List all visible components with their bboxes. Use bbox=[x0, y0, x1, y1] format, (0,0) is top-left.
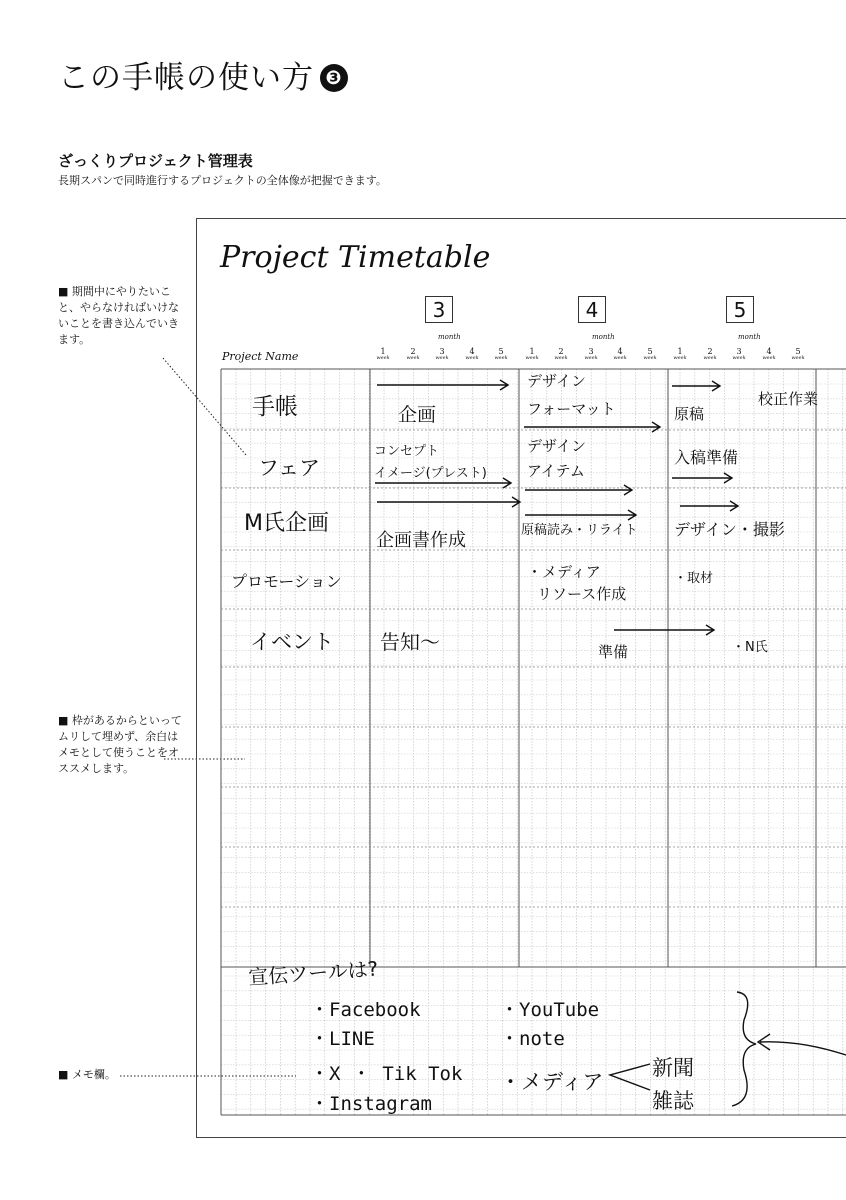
week-number: 3 week bbox=[584, 347, 598, 361]
entry-shuzai: ・取材 bbox=[674, 571, 714, 586]
project-name-label: Project Name bbox=[222, 350, 299, 363]
entry-item: アイテム bbox=[527, 462, 585, 480]
entry-design-satsuei: デザイン・撮影 bbox=[674, 520, 785, 539]
project-name-techo: 手帳 bbox=[252, 394, 298, 420]
memo-title: 宣伝ツールは? bbox=[247, 956, 380, 990]
timetable-heading: Project Timetable bbox=[220, 240, 491, 275]
memo-note: ・note bbox=[500, 1028, 565, 1050]
memo-x-tiktok: ・X ・ Tik Tok bbox=[310, 1063, 463, 1085]
project-name-promotion: プロモーション bbox=[231, 572, 342, 591]
page-title-text: この手帳の使い方 bbox=[58, 60, 314, 96]
month-5-label: month bbox=[738, 333, 761, 341]
month-5-box: 5 bbox=[726, 296, 754, 323]
week-number: 2 week bbox=[406, 347, 420, 361]
entry-media: ・メディア bbox=[527, 563, 601, 581]
week-number: 2 week bbox=[554, 347, 568, 361]
week-number: 5 week bbox=[643, 347, 657, 361]
month-4-label: month bbox=[592, 333, 615, 341]
week-number: 3 week bbox=[732, 347, 746, 361]
entry-junbi: 準備 bbox=[598, 643, 629, 661]
memo-line: ・LINE bbox=[310, 1028, 375, 1050]
entry-kosei: 校正作業 bbox=[758, 390, 819, 408]
project-name-event: イベント bbox=[250, 630, 334, 654]
step-number-badge: ❸ bbox=[320, 64, 348, 92]
week-number: 4 week bbox=[613, 347, 627, 361]
week-number: 1 week bbox=[376, 347, 390, 361]
entry-kikakusho: 企画書作成 bbox=[376, 530, 466, 551]
entry-concept: コンセプト bbox=[374, 444, 440, 459]
month-3-label: month bbox=[438, 333, 461, 341]
entry-genko-yomi: 原稿読み・リライト bbox=[521, 523, 638, 538]
entry-genko: 原稿 bbox=[674, 405, 705, 423]
memo-youtube: ・YouTube bbox=[500, 999, 600, 1021]
week-number: 1 week bbox=[673, 347, 687, 361]
week-number: 2 week bbox=[703, 347, 717, 361]
week-number: 5 week bbox=[494, 347, 508, 361]
month-3-box: 3 bbox=[425, 296, 453, 323]
annotation-memo: ■ メモ欄。 bbox=[58, 1068, 116, 1081]
week-number: 4 week bbox=[465, 347, 479, 361]
memo-media: ・メディア bbox=[500, 1070, 604, 1094]
month-4-box: 4 bbox=[578, 296, 606, 323]
annotation-margins: ■ 枠があるからといってムリして埋めず、余白はメモとして使うことをオススメします。 bbox=[58, 714, 182, 775]
week-number: 3 week bbox=[435, 347, 449, 361]
entry-kokuchi: 告知〜 bbox=[380, 630, 440, 654]
week-number: 5 week bbox=[791, 347, 805, 361]
memo-shinbun: 新聞 bbox=[652, 1056, 694, 1080]
memo-instagram: ・Instagram bbox=[310, 1093, 432, 1115]
entry-design: デザイン bbox=[527, 372, 586, 390]
memo-facebook: ・Facebook bbox=[310, 999, 421, 1021]
entry-format: フォーマット bbox=[527, 400, 616, 418]
entry-design2: デザイン bbox=[527, 437, 586, 455]
entry-kikaku: 企画 bbox=[398, 404, 437, 426]
entry-n-shi: ・N氏 bbox=[732, 640, 768, 655]
entry-nyuko: 入稿準備 bbox=[674, 448, 739, 467]
section-heading: ざっくりプロジェクト管理表 bbox=[58, 152, 253, 170]
entry-image: イメージ(プレスト) bbox=[374, 466, 487, 481]
project-name-fair: フェア bbox=[258, 456, 320, 480]
annotation-fill-in: ■ 期間中にやりたいこと、やらなければいけないことを書き込んでいきます。 bbox=[58, 285, 179, 346]
project-name-m-kikaku: M氏企画 bbox=[244, 511, 329, 536]
memo-zasshi: 雑誌 bbox=[652, 1089, 694, 1113]
week-number: 1 week bbox=[525, 347, 539, 361]
week-number: 4 week bbox=[762, 347, 776, 361]
section-description: 長期スパンで同時進行するプロジェクトの全体像が把握できます。 bbox=[58, 174, 387, 187]
entry-resource: リソース作成 bbox=[537, 585, 627, 603]
